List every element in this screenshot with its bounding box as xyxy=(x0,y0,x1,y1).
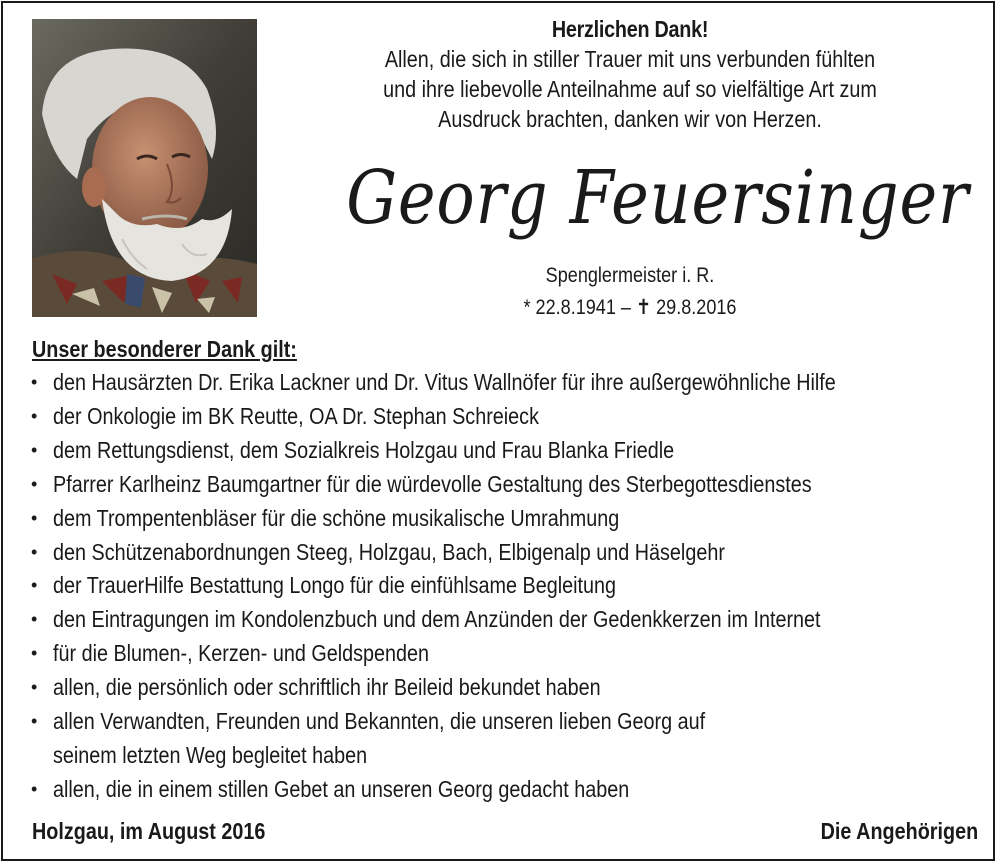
list-item-text: der Onkologie im BK Reutte, OA Dr. Stephan Schreieck xyxy=(53,402,539,429)
list-item-text: seinem letzten Weg begleitet haben xyxy=(53,741,368,768)
thanks-header xyxy=(330,14,930,134)
list-item xyxy=(28,637,988,671)
list-item-text: allen, die persönlich oder schriftlich ihr Beileid bekundet haben xyxy=(53,674,601,701)
list-item-text: den Schützenabordnungen Steeg, Holzgau, Bach, Elbigenalp und Häselgehr xyxy=(53,538,725,565)
thanks-line-2: und ihre liebevolle Anteilnahme auf so vielfältige Art zum xyxy=(383,76,877,102)
thanks-line-1: Allen, die sich in stiller Trauer mit uns verbunden fühlten xyxy=(384,46,876,72)
bullet-icon: • xyxy=(31,541,38,562)
list-item xyxy=(28,773,988,807)
list-item xyxy=(28,468,988,502)
place-date: Holzgau, im August 2016 xyxy=(32,818,266,844)
bullet-icon: • xyxy=(31,575,38,596)
list-item xyxy=(28,671,988,705)
list-item-text: allen, die in einem stillen Gebet an unseren Georg gedacht haben xyxy=(53,775,630,802)
bullet-icon: • xyxy=(31,711,38,732)
list-item xyxy=(28,434,988,468)
list-item-text: den Eintragungen im Kondolenzbuch und dem Anzünden der Gedenkkerzen im Internet xyxy=(53,606,821,633)
list-item xyxy=(28,400,988,434)
list-item xyxy=(28,569,988,603)
list-item-continuation xyxy=(28,739,988,773)
list-item xyxy=(28,536,988,570)
bullet-icon: • xyxy=(31,643,38,664)
bullet-icon: • xyxy=(31,609,38,630)
list-item-text: der TrauerHilfe Bestattung Longo für die einfühlsame Begleitung xyxy=(53,572,616,599)
bullet-icon: • xyxy=(31,778,38,799)
list-item-text: allen Verwandten, Freunden und Bekannten, die unseren lieben Georg auf xyxy=(53,708,706,735)
life-dates: * 22.8.1941 – ✝ 29.8.2016 xyxy=(523,296,737,319)
bullet-icon: • xyxy=(31,473,38,494)
signature: Die Angehörigen xyxy=(820,818,978,844)
portrait-photo xyxy=(32,19,257,317)
thanks-list xyxy=(28,366,988,807)
thanks-line-3: Ausdruck brachten, danken wir von Herzen. xyxy=(438,106,822,132)
bullet-icon: • xyxy=(31,507,38,528)
thanks-title: Herzlichen Dank! xyxy=(551,16,709,42)
bullet-icon: • xyxy=(31,439,38,460)
list-item-text: den Hausärzten Dr. Erika Lackner und Dr. Vitus Wallnöfer für ihre außergewöhnliche Hilfe xyxy=(53,369,836,395)
bullet-icon: • xyxy=(31,372,38,392)
bullet-icon: • xyxy=(31,677,38,698)
list-item-text: für die Blumen-, Kerzen- und Geldspenden xyxy=(53,640,430,667)
list-item xyxy=(28,366,988,400)
deceased-profession: Spenglermeister i. R. xyxy=(545,264,715,287)
bullet-icon: • xyxy=(31,405,38,426)
list-heading: Unser besonderer Dank gilt: xyxy=(32,336,297,362)
list-item-text: dem Trompentenbläser für die schöne musikalische Umrahmung xyxy=(53,504,620,531)
list-item-text: dem Rettungsdienst, dem Sozialkreis Holzgau und Frau Blanka Friedle xyxy=(53,436,675,463)
list-item xyxy=(28,705,988,739)
list-item xyxy=(28,502,988,536)
deceased-name: Georg Feuersinger xyxy=(346,155,970,241)
list-item xyxy=(28,603,988,637)
list-item-text: Pfarrer Karlheinz Baumgartner für die würdevolle Gestaltung des Sterbegottesdienstes xyxy=(53,470,812,497)
